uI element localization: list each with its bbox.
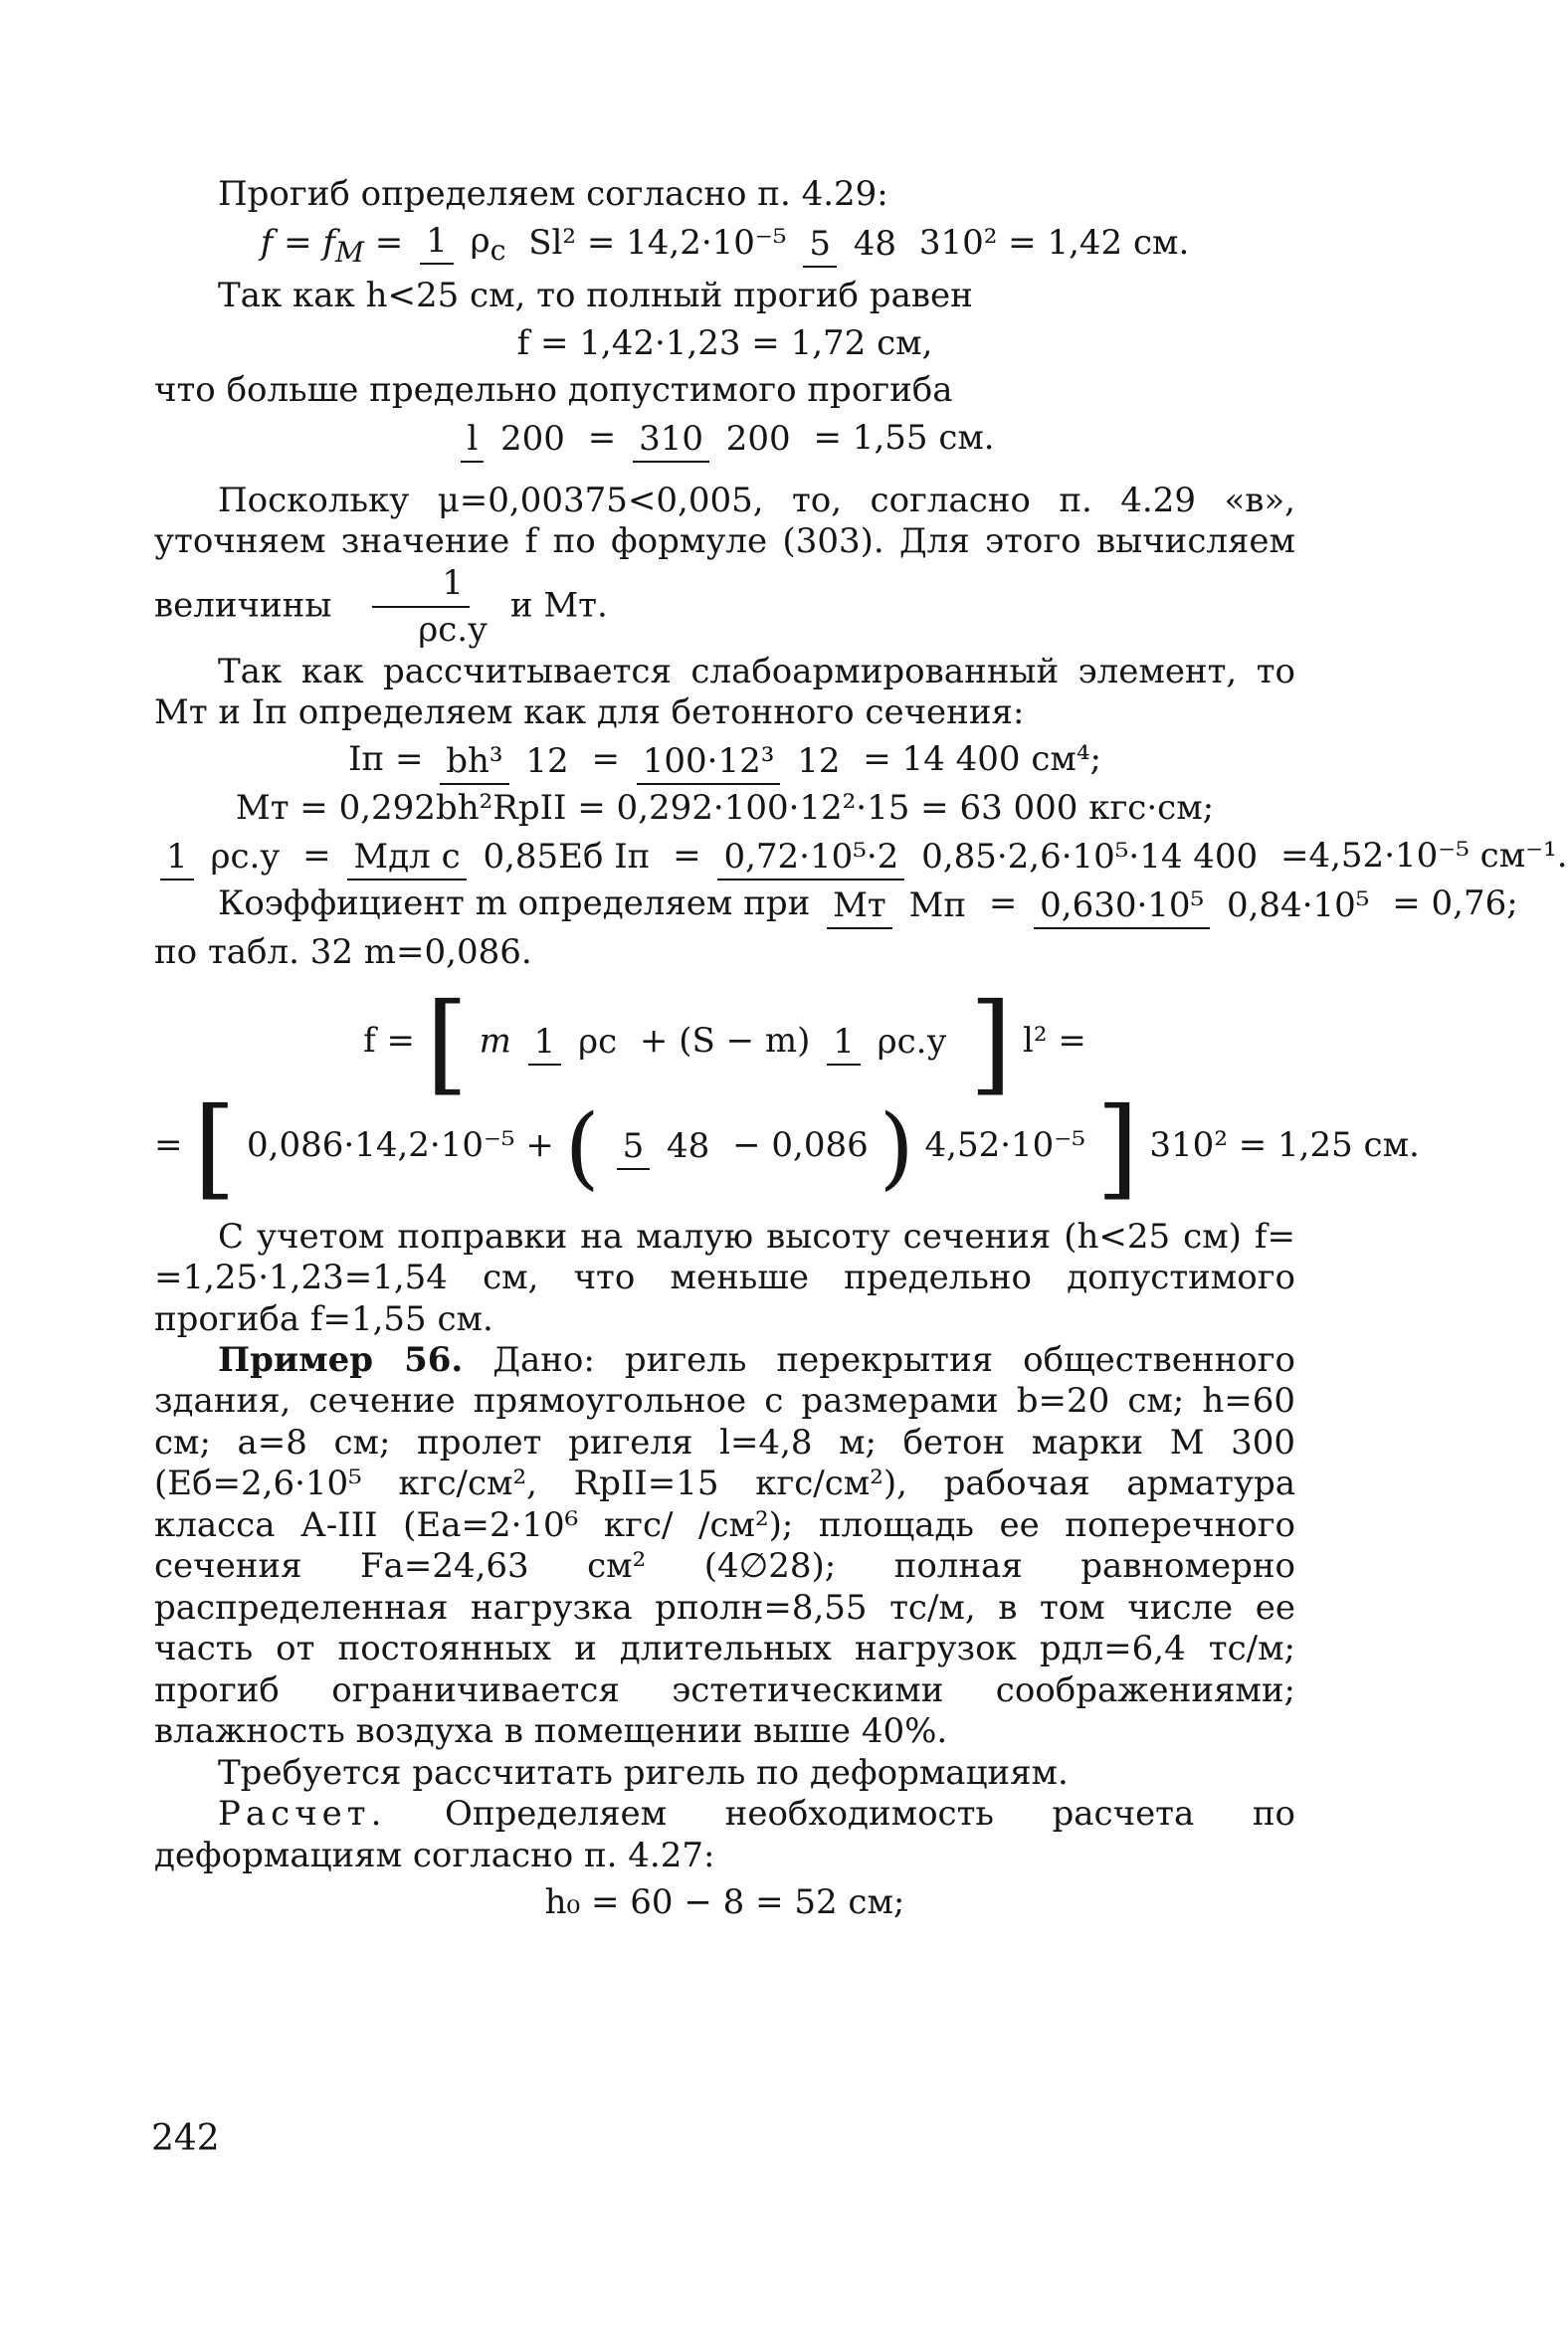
calculation-text: Определяем необходимость расчета по деформациям согласно п. 4.27: (154, 1794, 1295, 1875)
eq6-f3-den: 0,85·2,6·10⁵·14 400 (921, 836, 1259, 877)
eq1-tail: 310² = 1,42 см. (918, 223, 1190, 264)
eq6-fraction-1 (160, 837, 286, 878)
example-text: Дано: ригель перекрытия общественного здания, сечение прямоугольное с размерами b=20 см; h=60 см; a=8 см; пролет ригеля l=4,8 м; бетон марки М 300 (Eб=2,6·10⁵ кгс/см², RpII=15 кгс/см²), рабочая арматура класса А-III (Eа=2·10⁶ кгс/ /см²); площадь ее поперечного сечения Fа=24,63 см² (4∅28); полная равномерно распределенная нагрузка pполн=8,55 тс/м, в том числе ее часть от постоянных и длительных нагрузок pдл=6,4 тс/м; прогиб ограничивается эстетическими соображениями; влажность воздуха в помещении выше 40%. (154, 1339, 1295, 1752)
eq8-f1-den: ρс (578, 1022, 618, 1063)
eq8-f2-den: ρс.у (877, 1022, 947, 1063)
eq9-open-bracket: [ (193, 1082, 237, 1211)
eq7-tail: = 0,76; (1392, 883, 1518, 924)
paragraph-6: по табл. 32 m=0,086. (154, 932, 532, 973)
eq4-equals: = (591, 739, 620, 780)
equation-6 (154, 835, 1568, 879)
p4-fraction (348, 563, 493, 652)
eq6-f1-num: 1 (160, 837, 194, 881)
eq1-fraction-2 (803, 224, 902, 265)
eq9-part-a: 0,086·14,2·10⁻⁵ + (247, 1125, 554, 1166)
eq6-tail: =4,52·10⁻⁵ см⁻¹. (1280, 835, 1568, 876)
eq4-f1-den: 12 (525, 740, 569, 781)
eq7-f2-den: 0,84·10⁵ (1226, 884, 1370, 925)
eq4-fraction-1 (440, 741, 574, 782)
p4-frac-num: 1 (372, 563, 470, 608)
paragraph-8: Требуется рассчитать ригель по деформациям. (218, 1752, 1069, 1793)
eq1-f1-num: 1 (420, 221, 454, 265)
eq4-tail: = 14 400 см⁴; (863, 739, 1101, 780)
eq6-equals-a: = (302, 835, 331, 876)
eq1-fraction-1 (420, 221, 511, 268)
eq8-fraction-1 (528, 1022, 623, 1063)
example-label: Пример 56. (218, 1339, 464, 1380)
paragraph-5: Так как рассчитывается слабоармированный элемент, то Mт и Iп определяем как для бетонного сечения: (154, 651, 1295, 732)
equation-3 (154, 418, 1295, 461)
eq1-equals: = (364, 223, 404, 264)
page-number: 242 (151, 2118, 220, 2159)
eq6-f3-num: 0,72·10⁵·2 (717, 837, 904, 881)
eq4-f2-den: 12 (797, 740, 841, 781)
eq1-lhs-sub: M (334, 235, 364, 269)
equation-9 (154, 1082, 1420, 1211)
eq3-f1-num: l (461, 419, 484, 463)
p4-frac-den: ρс.у (418, 610, 489, 651)
paragraph-3: что больше предельно допустимого прогиба (154, 370, 953, 411)
eq9-open-paren: ( (564, 1094, 600, 1200)
eq8-lhs: f = (363, 1021, 416, 1062)
eq3-f2-num: 310 (633, 419, 709, 463)
eq6-fraction-3 (717, 837, 1264, 878)
eq4-lhs: Iп = (348, 739, 424, 780)
eq3-equals: = (587, 417, 617, 458)
calculation-label: Расчет. (218, 1794, 387, 1835)
eq4-f2-num: 100·12³ (637, 741, 781, 785)
eq7-fraction-1 (827, 885, 972, 926)
eq7-equals: = (988, 883, 1018, 924)
eq7-f1-num: Mт (827, 885, 892, 929)
eq7-f2-num: 0,630·10⁵ (1034, 885, 1210, 929)
eq6-fraction-2 (347, 837, 656, 878)
eq8-f2-num: 1 (827, 1022, 861, 1066)
eq6-equals-b: = (673, 835, 701, 876)
eq3-tail: = 1,55 см. (813, 417, 995, 458)
equation-8 (154, 978, 1295, 1106)
eq9-part-c: 4,52·10⁻⁵ (924, 1125, 1085, 1166)
equation-5: Mт = 0,292bh²RpII = 0,292·100·12²·15 = 63 000 кгс·см; (235, 788, 1215, 829)
eq1-f1-den: ρ (470, 221, 490, 262)
text-column (154, 174, 1568, 1930)
eq8-open-bracket: [ (425, 978, 469, 1106)
eq9-fraction (617, 1126, 716, 1167)
paragraph-2: Так как h<25 см, то полный прогиб равен (218, 276, 973, 316)
eq1-f1-den-sub: c (490, 234, 506, 268)
equation-2: f = 1,42·1,23 = 1,72 см, (516, 322, 933, 363)
eq9-close-bracket: ] (1095, 1082, 1139, 1211)
eq8-tail: l² = (1023, 1021, 1086, 1062)
eq1-f2-den: 48 (853, 224, 897, 265)
equation-7 (154, 883, 1518, 926)
eq8-close-bracket: ] (969, 978, 1013, 1106)
eq3-f2-den: 200 (725, 419, 791, 460)
eq8-m: m (479, 1021, 511, 1062)
eq9-tail: 310² = 1,25 см. (1149, 1125, 1420, 1166)
eq3-f1-den: 200 (500, 419, 565, 460)
eq9-lhs: = (154, 1125, 183, 1166)
eq1-lhs: f = f (260, 223, 335, 264)
eq6-f2-den: 0,85Eб Iп (483, 836, 651, 877)
equation-1 (154, 221, 1295, 270)
paragraph-7: С учетом поправки на малую высоту сечения (h<25 см) f= =1,25·1,23=1,54 см, что меньше предельно допустимого прогиба f=1,55 см. (154, 1216, 1295, 1339)
eq7-lead: Коэффициент m определяем при (218, 883, 811, 924)
calculation-paragraph (154, 1794, 1295, 1876)
eq9-part-b: − 0,086 (732, 1125, 869, 1166)
example-56 (154, 1340, 1295, 1753)
eq8-middle: + (S − m) (639, 1021, 811, 1062)
paragraph-4-end: и Mт. (509, 585, 608, 626)
intro-paragraph: Прогиб определяем согласно п. 4.29: (218, 174, 888, 214)
eq3-fraction-2 (633, 419, 797, 460)
eq1-f2-num: 5 (803, 224, 837, 268)
paragraph-4-text: Поскольку μ=0,00375<0,005, то, согласно п. 4.29 «в», уточняем значение f по формуле (303). Для этого вычисляем величины (154, 480, 1295, 626)
eq4-f1-num: bh³ (440, 741, 508, 785)
eq8-fraction-2 (827, 1022, 952, 1063)
eq6-f1-den: ρс.у (210, 836, 281, 877)
eq6-f2-num: Mдл c (347, 837, 466, 881)
eq8-f1-num: 1 (528, 1022, 562, 1066)
equation-10: h₀ = 60 − 8 = 52 см; (544, 1882, 905, 1923)
eq9-f-den: 48 (667, 1126, 710, 1167)
eq9-f-num: 5 (617, 1126, 651, 1170)
eq3-fraction-1 (461, 419, 571, 460)
paragraph-4 (154, 481, 1295, 652)
eq7-fraction-2 (1034, 885, 1375, 926)
eq9-close-paren: ) (879, 1094, 914, 1200)
equation-4 (154, 739, 1295, 782)
eq1-middle: Sl² = 14,2·10⁻⁵ (528, 223, 787, 264)
eq7-f1-den: Mп (908, 884, 966, 925)
eq4-fraction-2 (637, 741, 847, 782)
